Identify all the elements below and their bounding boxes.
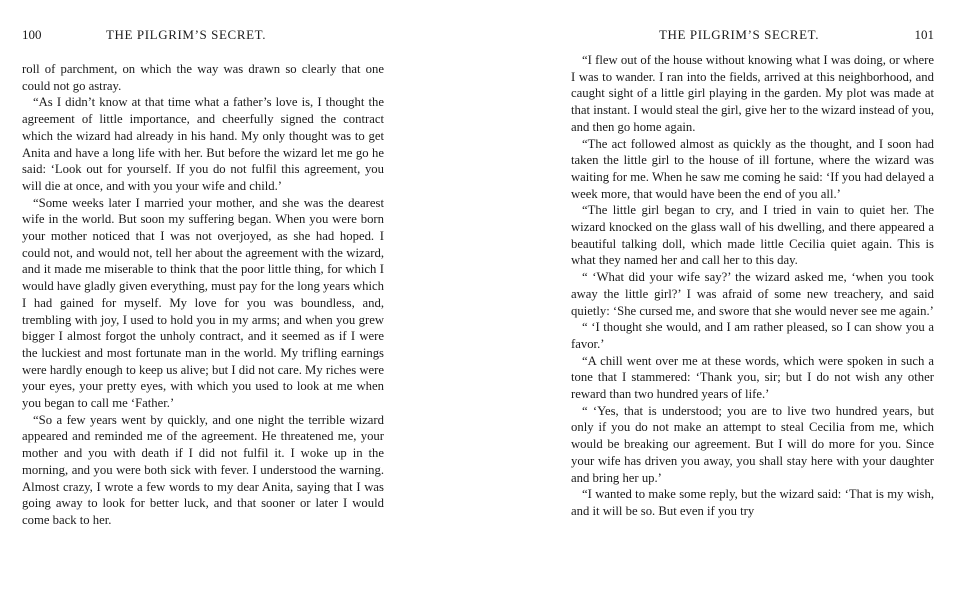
running-title: THE PILGRIM’S SECRET. bbox=[659, 27, 820, 42]
right-page-header bbox=[571, 27, 934, 47]
left-page-header bbox=[22, 27, 384, 47]
running-title: THE PILGRIM’S SECRET. bbox=[106, 27, 267, 42]
paragraph: “Some weeks later I married your mother, and she was the dearest wife in the world. But soon my suffering began. When you were born your mother noticed that I was not overjoyed, as she had hoped. I could not, and would not, tell her about the agreement with the wizard, and it made me miserable to think that the poor little thing, for which I would have gladly given everything, must pay for the long years which I had gained for myself. My love for you was boundless, and, trembling with joy, I used to hold you in my arms; and when you grew bigger I almost forgot the unholy contract, and it seemed as if I were the luckiest and most fortunate man in the world. My trifling earnings were hardly enough to keep us alive; but I did not care. My riches were your eyes, your pretty eyes, with which you used to look at me when you began to call me ‘Father.’ bbox=[22, 195, 384, 411]
left-page-body bbox=[22, 61, 384, 529]
page-number: 100 bbox=[22, 27, 42, 42]
paragraph: roll of parchment, on which the way was drawn so clearly that one could not go astray. bbox=[22, 62, 384, 93]
paragraph: “I wanted to make some reply, but the wizard said: ‘That is my wish, and it will be so. But even if you try bbox=[571, 487, 934, 518]
paragraph: “I flew out of the house without knowing what I was doing, or where I was to wander. I ran into the fields, arrived at this neighborhood, and caught sight of a little girl playing in the garden. My plot was made at that instant. I would steal the girl, give her to the wizard instead of you, and then go home again. bbox=[571, 53, 934, 134]
paragraph: “ ‘What did your wife say?’ the wizard asked me, ‘when you took away the little girl?’ I was afraid of some new treachery, and said quietly: ‘She cursed me, and swore that she would never see me again.’ bbox=[571, 270, 934, 318]
paragraph: “The act followed almost as quickly as the thought, and I soon had taken the little girl to the house of ill fortune, where the wizard was waiting for me. When he saw me coming he said: ‘If you had delayed a week more, that would have been the end of you all.’ bbox=[571, 136, 934, 201]
paragraph: “As I didn’t know at that time what a father’s love is, I thought the agreement of little importance, and cheerfully signed the contract which the wizard had already in his hand. My only thought was to get Anita and have a long life with her. But before the wizard let me go he said: ‘Look out for yourself. If you do not fulfil this agreement, you will die at once, and with you your wife and child.’ bbox=[22, 95, 384, 193]
right-page-body bbox=[571, 52, 934, 520]
paragraph: “The little girl began to cry, and I tried in vain to quiet her. The wizard knocked on the glass wall of his dwelling, and there appeared a beautiful talking doll, which made little Cecilia quiet again. This is what they named her and call her to this day. bbox=[571, 203, 934, 268]
paragraph: “So a few years went by quickly, and one night the terrible wizard appeared and reminded me of the agreement. He threatened me, your mother and you with death if I did not fulfil it. I woke up in the morning, and you were both sick with fever. I understood the warning. Almost crazy, I wrote a few words to my dear Anita, saying that I was going away to look for better luck, and that sooner or later I would come back to her. bbox=[22, 412, 384, 527]
paragraph: “ ‘Yes, that is understood; you are to live two hundred years, but only if you do not make an attempt to steal Cecilia from me, which would be breaking our agreement. But I will do more for you. Since your wife has driven you away, you shall stay here with your daughter and bring her up.’ bbox=[571, 403, 934, 485]
paragraph: “ ‘I thought she would, and I am rather pleased, so I can show you a favor.’ bbox=[571, 320, 934, 351]
paragraph: “A chill went over me at these words, which were spoken in such a tone that I stammered: ‘Thank you, sir; but I do not wish any other reward than two hundred years of life.’ bbox=[571, 353, 934, 402]
left-page bbox=[22, 0, 384, 529]
page-number: 101 bbox=[914, 27, 934, 42]
right-page bbox=[571, 0, 934, 520]
